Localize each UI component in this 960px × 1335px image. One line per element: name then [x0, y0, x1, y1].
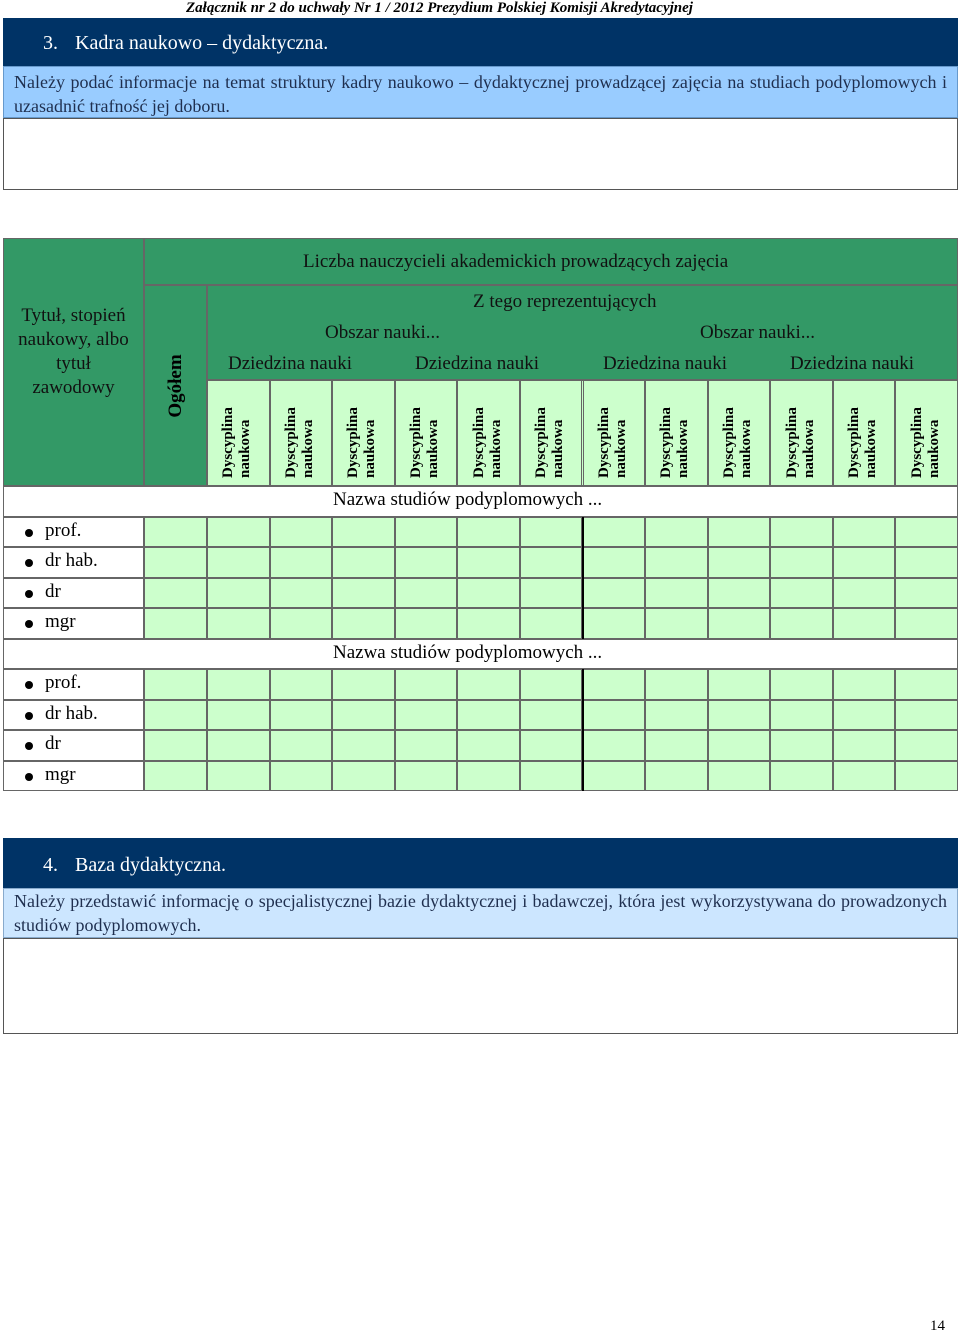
data-cell[interactable] [833, 730, 896, 761]
section-4-number: 4. [43, 854, 58, 876]
section-3-instruction: Należy podać informacje na temat struktury kadry naukowo – dydaktycznej prowadzącej zajęcia na studiach podyplomowych i uzasadnić trafność jej doboru. [3, 66, 958, 118]
data-cell[interactable] [895, 578, 958, 609]
discipline-label-line1: Dyscyplina [720, 407, 737, 478]
discipline-label-2 [283, 388, 319, 478]
data-cell[interactable] [645, 669, 708, 700]
data-cell[interactable] [583, 547, 646, 578]
discipline-label-line1: Dyscyplina [345, 407, 362, 478]
data-cell[interactable] [895, 700, 958, 731]
discipline-label-3 [345, 388, 381, 478]
data-cell[interactable] [395, 700, 458, 731]
data-cell[interactable] [332, 578, 395, 609]
data-cell[interactable] [583, 517, 646, 548]
discipline-label-line2: naukowa [675, 419, 692, 478]
data-cell[interactable] [708, 517, 771, 548]
data-cell[interactable] [833, 578, 896, 609]
left-header-label: Tytuł, stopień naukowy, albo tytuł zawodowy [18, 305, 129, 398]
data-cell[interactable] [770, 608, 833, 639]
discipline-label-12 [909, 388, 945, 478]
section-3-title: Kadra naukowo – dydaktyczna. [75, 32, 329, 54]
discipline-label-line1: Dyscyplina [658, 407, 675, 478]
data-cell[interactable] [207, 730, 270, 761]
discipline-label-line2: naukowa [800, 419, 817, 478]
row-label-prof: prof. [45, 519, 82, 541]
total-header-label: Ogółem [165, 354, 186, 418]
bullet-icon [25, 529, 33, 537]
data-cell[interactable] [457, 761, 520, 792]
data-cell[interactable] [833, 547, 896, 578]
section-3-title-bar [3, 18, 958, 66]
total-cell[interactable] [144, 578, 207, 609]
data-cell[interactable] [207, 517, 270, 548]
data-cell[interactable] [270, 761, 333, 792]
data-cell[interactable] [645, 700, 708, 731]
bullet-icon [25, 620, 33, 628]
data-cell[interactable] [520, 700, 583, 731]
data-cell[interactable] [770, 578, 833, 609]
discipline-label-8 [658, 388, 694, 478]
data-cell[interactable] [583, 608, 646, 639]
row-label-drhab: dr hab. [45, 702, 98, 724]
data-cell[interactable] [520, 730, 583, 761]
data-cell[interactable] [708, 578, 771, 609]
total-cell[interactable] [144, 730, 207, 761]
data-cell[interactable] [520, 761, 583, 792]
data-cell[interactable] [520, 669, 583, 700]
discipline-label-line1: Dyscyplina [470, 407, 487, 478]
data-cell[interactable] [207, 608, 270, 639]
data-cell[interactable] [583, 730, 646, 761]
data-cell[interactable] [833, 700, 896, 731]
data-cell[interactable] [645, 608, 708, 639]
data-cell[interactable] [645, 761, 708, 792]
bullet-icon [25, 559, 33, 567]
data-cell[interactable] [520, 547, 583, 578]
data-cell[interactable] [332, 730, 395, 761]
area-label-1: Obszar nauki... [325, 322, 441, 343]
data-cell[interactable] [395, 517, 458, 548]
data-cell[interactable] [770, 547, 833, 578]
discipline-label-line2: naukowa [550, 419, 567, 478]
data-cell[interactable] [457, 669, 520, 700]
field-label-2: Dziedzina nauki [415, 353, 539, 374]
total-cell[interactable] [144, 547, 207, 578]
discipline-label-line2: naukowa [237, 419, 254, 478]
data-cell[interactable] [770, 517, 833, 548]
page-number: 14 [930, 1318, 945, 1334]
data-cell[interactable] [270, 669, 333, 700]
section-4-title-bar [3, 838, 958, 888]
data-cell[interactable] [770, 669, 833, 700]
data-cell[interactable] [708, 547, 771, 578]
section-4-instruction: Należy przedstawić informację o specjalistycznej bazie dydaktycznej i badawczej, która jest wykorzystywana do prowadzonych studiów podyplomowych. [3, 888, 958, 938]
data-cell[interactable] [708, 761, 771, 792]
bullet-icon [25, 773, 33, 781]
data-cell[interactable] [270, 547, 333, 578]
data-cell[interactable] [895, 608, 958, 639]
data-cell[interactable] [270, 730, 333, 761]
data-cell[interactable] [395, 761, 458, 792]
data-cell[interactable] [708, 608, 771, 639]
data-cell[interactable] [270, 578, 333, 609]
data-cell[interactable] [457, 547, 520, 578]
data-cell[interactable] [645, 517, 708, 548]
area-label-2: Obszar nauki... [700, 322, 816, 343]
discipline-label-line2: naukowa [487, 419, 504, 478]
total-cell[interactable] [144, 608, 207, 639]
data-cell[interactable] [645, 547, 708, 578]
data-cell[interactable] [395, 608, 458, 639]
discipline-label-line1: Dyscyplina [533, 407, 550, 478]
data-cell[interactable] [207, 547, 270, 578]
data-cell[interactable] [770, 700, 833, 731]
data-cell[interactable] [583, 578, 646, 609]
section-3-number: 3. [43, 32, 58, 54]
section-3-answer-field[interactable] [3, 118, 958, 190]
data-cell[interactable] [270, 700, 333, 731]
row-label-prof: prof. [45, 672, 82, 693]
discipline-label-line1: Dyscyplina [846, 407, 863, 478]
discipline-label-line1: Dyscyplina [908, 407, 925, 478]
data-cell[interactable] [770, 761, 833, 792]
discipline-label-10 [784, 388, 820, 478]
data-cell[interactable] [457, 730, 520, 761]
data-cell[interactable] [395, 669, 458, 700]
discipline-label-line2: naukowa [612, 419, 629, 478]
discipline-label-line2: naukowa [299, 419, 316, 478]
data-cell[interactable] [833, 608, 896, 639]
data-cell[interactable] [895, 730, 958, 761]
data-cell[interactable] [583, 700, 646, 731]
data-cell[interactable] [708, 700, 771, 731]
data-cell[interactable] [457, 517, 520, 548]
data-cell[interactable] [207, 669, 270, 700]
data-cell[interactable] [332, 517, 395, 548]
main-header-label: Liczba nauczycieli akademickich prowadzących zajęcia [303, 251, 729, 272]
data-cell[interactable] [833, 669, 896, 700]
data-cell[interactable] [457, 608, 520, 639]
discipline-label-5 [471, 388, 507, 478]
data-cell[interactable] [207, 700, 270, 731]
data-cell[interactable] [520, 578, 583, 609]
data-cell[interactable] [708, 669, 771, 700]
data-cell[interactable] [332, 669, 395, 700]
data-cell[interactable] [895, 547, 958, 578]
bullet-icon [25, 681, 33, 689]
discipline-label-line1: Dyscyplina [783, 407, 800, 478]
field-label-1: Dziedzina nauki [228, 353, 352, 374]
total-cell[interactable] [144, 517, 207, 548]
data-cell[interactable] [645, 730, 708, 761]
data-cell[interactable] [645, 578, 708, 609]
discipline-label-4 [408, 388, 444, 478]
data-cell[interactable] [583, 761, 646, 792]
row-label-drhab: dr hab. [45, 550, 98, 571]
discipline-label-line1: Dyscyplina [282, 407, 299, 478]
row-label-dr: dr [45, 580, 61, 602]
bullet-icon [25, 742, 33, 750]
data-cell[interactable] [395, 578, 458, 609]
data-cell[interactable] [833, 761, 896, 792]
data-cell[interactable] [583, 669, 646, 700]
total-cell[interactable] [144, 761, 207, 792]
data-cell[interactable] [332, 700, 395, 731]
discipline-label-line2: naukowa [863, 419, 880, 478]
data-cell[interactable] [520, 608, 583, 639]
area-separator-line [582, 669, 584, 791]
field-label-3: Dziedzina nauki [603, 353, 727, 374]
section-4-title: Baza dydaktyczna. [75, 854, 227, 876]
discipline-label-11 [846, 388, 882, 478]
row-label-dr: dr [45, 733, 61, 754]
row-label-mgr: mgr [45, 611, 76, 632]
study-name-label-1: Nazwa studiów podyplomowych ... [333, 489, 603, 510]
staff-table [3, 238, 958, 790]
data-cell[interactable] [895, 669, 958, 700]
row-label-mgr: mgr [45, 763, 76, 785]
bullet-icon [25, 712, 33, 720]
discipline-label-line2: naukowa [425, 419, 442, 478]
discipline-label-9 [721, 388, 757, 478]
sub-header-label: Z tego reprezentujących [473, 291, 657, 312]
area-separator-line [582, 517, 584, 639]
bullet-icon [25, 590, 33, 598]
data-cell[interactable] [207, 578, 270, 609]
data-cell[interactable] [270, 608, 333, 639]
data-cell[interactable] [395, 730, 458, 761]
field-label-4: Dziedzina nauki [790, 353, 914, 374]
data-cell[interactable] [332, 761, 395, 792]
discipline-label-line1: Dyscyplina [220, 407, 237, 478]
attachment-header: Załącznik nr 2 do uchwały Nr 1 / 2012 Prezydium Polskiej Komisji Akredytacyjnej [186, 0, 693, 16]
data-cell[interactable] [895, 761, 958, 792]
data-cell[interactable] [207, 761, 270, 792]
data-cell[interactable] [395, 547, 458, 578]
total-cell[interactable] [144, 669, 207, 700]
discipline-label-line2: naukowa [925, 419, 942, 478]
discipline-label-line1: Dyscyplina [595, 407, 612, 478]
data-cell[interactable] [833, 517, 896, 548]
data-cell[interactable] [457, 578, 520, 609]
data-cell[interactable] [770, 730, 833, 761]
discipline-label-line2: naukowa [737, 419, 754, 478]
discipline-label-line1: Dyscyplina [408, 407, 425, 478]
discipline-label-line2: naukowa [362, 419, 379, 478]
data-cell[interactable] [708, 730, 771, 761]
data-cell[interactable] [332, 608, 395, 639]
data-cell[interactable] [520, 517, 583, 548]
section-4-answer-field[interactable] [3, 938, 958, 1034]
total-cell[interactable] [144, 700, 207, 731]
study-name-label-2: Nazwa studiów podyplomowych ... [333, 641, 603, 663]
data-cell[interactable] [895, 517, 958, 548]
data-cell[interactable] [457, 700, 520, 731]
data-cell[interactable] [332, 547, 395, 578]
discipline-label-1 [220, 388, 256, 478]
discipline-label-7 [596, 388, 632, 478]
discipline-label-6 [533, 388, 569, 478]
data-cell[interactable] [270, 517, 333, 548]
